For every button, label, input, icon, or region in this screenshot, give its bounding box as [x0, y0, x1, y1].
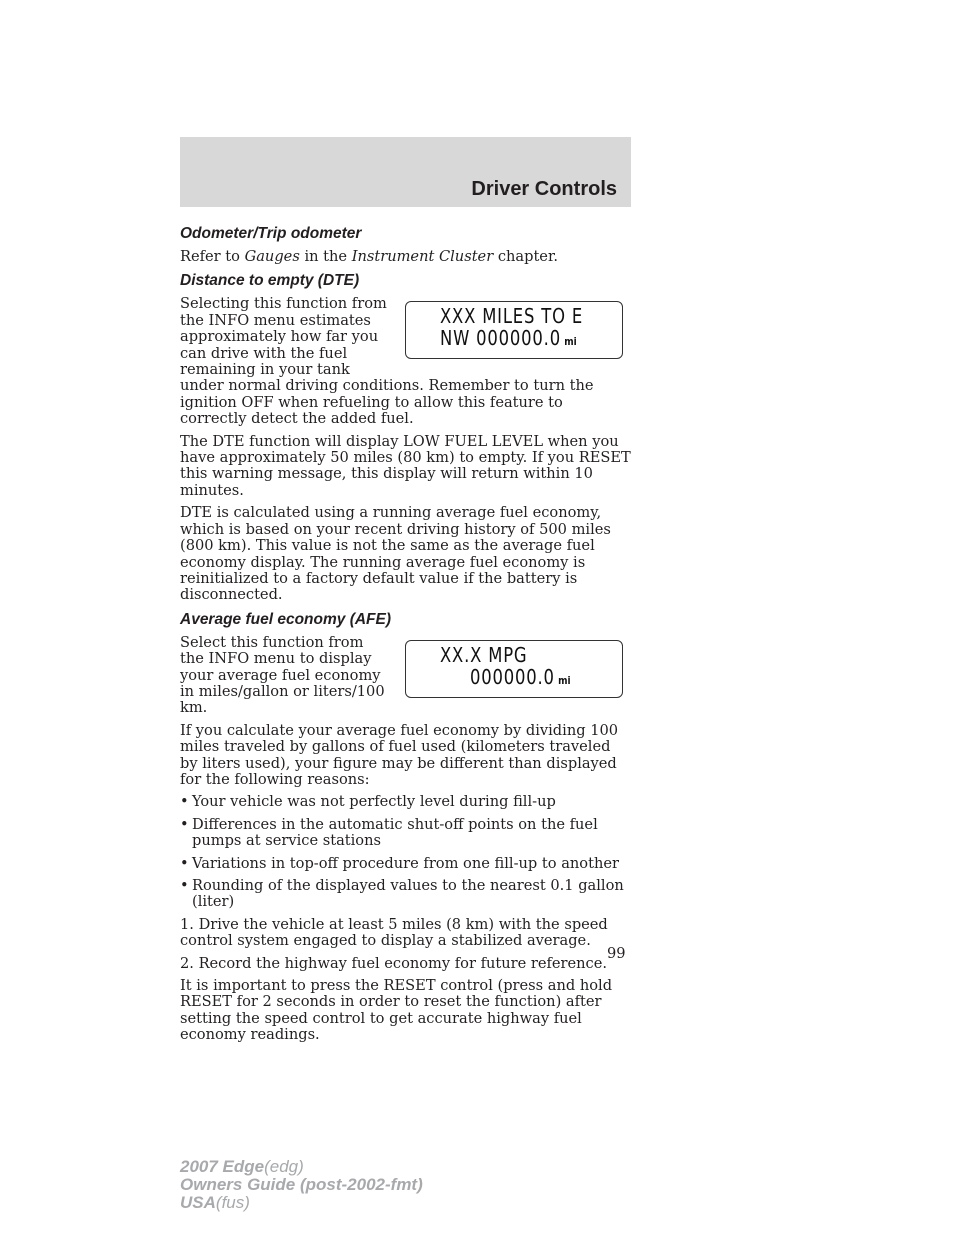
heading-dte: Distance to empty (DTE) [180, 272, 360, 290]
heading-afe: Average fuel economy (AFE) [180, 610, 392, 628]
afe-reasons-list [180, 794, 631, 910]
afe-display-unit: mi [558, 673, 571, 687]
link-instrument-cluster: Instrument Cluster [351, 248, 494, 265]
dte-display-unit: mi [564, 335, 577, 349]
afe-step-1: 1. Drive the vehicle at least 5 miles (8 km) with the speed control system engaged to display a stabilized average. [180, 915, 608, 950]
afe-display-line2: 000000.0 mi [470, 664, 571, 689]
header-band [180, 137, 631, 207]
heading-odometer: Odometer/Trip odometer [180, 225, 362, 242]
link-gauges: Gauges [244, 248, 300, 265]
odometer-ref-paragraph: Refer to Gauges in the Instrument Cluster chapter. [180, 248, 558, 265]
dte-paragraph-1: Selecting this function from the INFO menu estimates approximately how far you can drive with the fuel remaining in your tank under normal driving conditions. Remember to turn the ignition OFF when refueling to allow this feature to correctly detect the added fuel. [180, 295, 594, 428]
dte-display-line1: XXX MILES TO E [440, 304, 584, 329]
afe-paragraph-3: It is important to press the RESET control (press and hold RESET for 2 seconds in order to reset the function) after setting the speed control to get accurate highway fuel economy readings. [180, 977, 613, 1044]
afe-paragraph-1: Select this function from the INFO menu to display your average fuel economy in miles/gallon or liters/100 km. [180, 633, 385, 717]
dte-paragraph-2: The DTE function will display LOW FUEL LEVEL when you have approximately 50 miles (80 km) to empty. If you RESET this warning message, this display will return within 10 minutes. [180, 432, 631, 499]
dte-display-line2: NW 000000.0 mi [440, 326, 577, 351]
page-content [180, 224, 631, 1050]
afe-display-line1: XX.X MPG [440, 642, 528, 667]
list-item: • Differences in the automatic shut-off points on the fuel pumps at service stations [180, 817, 631, 850]
page-number: 99 [607, 945, 626, 962]
dte-paragraph-3: DTE is calculated using a running average fuel economy, which is based on your recent driving history of 500 miles (800 km). This value is not the same as the average fuel economy display. The running average fuel economy is reinitialized to a factory default value if the battery is disconnected. [180, 504, 611, 604]
afe-paragraph-2: If you calculate your average fuel economy by dividing 100 miles traveled by gallons of fuel used (kilometers traveled by liters used), your figure may be different than displayed for the following reasons: [180, 721, 619, 788]
footer-line-3: USA(fus) [180, 1193, 250, 1212]
footer [180, 1158, 423, 1212]
afe-step-2: 2. Record the highway fuel economy for future reference. [180, 954, 608, 972]
list-item: • Variations in top-off procedure from one fill-up to another [180, 856, 631, 872]
footer-line-1: 2007 Edge(edg) [180, 1157, 304, 1176]
afe-display-illustration [405, 640, 623, 698]
footer-line-2: Owners Guide (post-2002-fmt) [180, 1175, 423, 1194]
dte-display-illustration [405, 301, 623, 359]
section-title: Driver Controls [471, 178, 617, 200]
list-item: • Rounding of the displayed values to the nearest 0.1 gallon (liter) [180, 878, 631, 911]
list-item: • Your vehicle was not perfectly level during fill-up [180, 794, 631, 810]
